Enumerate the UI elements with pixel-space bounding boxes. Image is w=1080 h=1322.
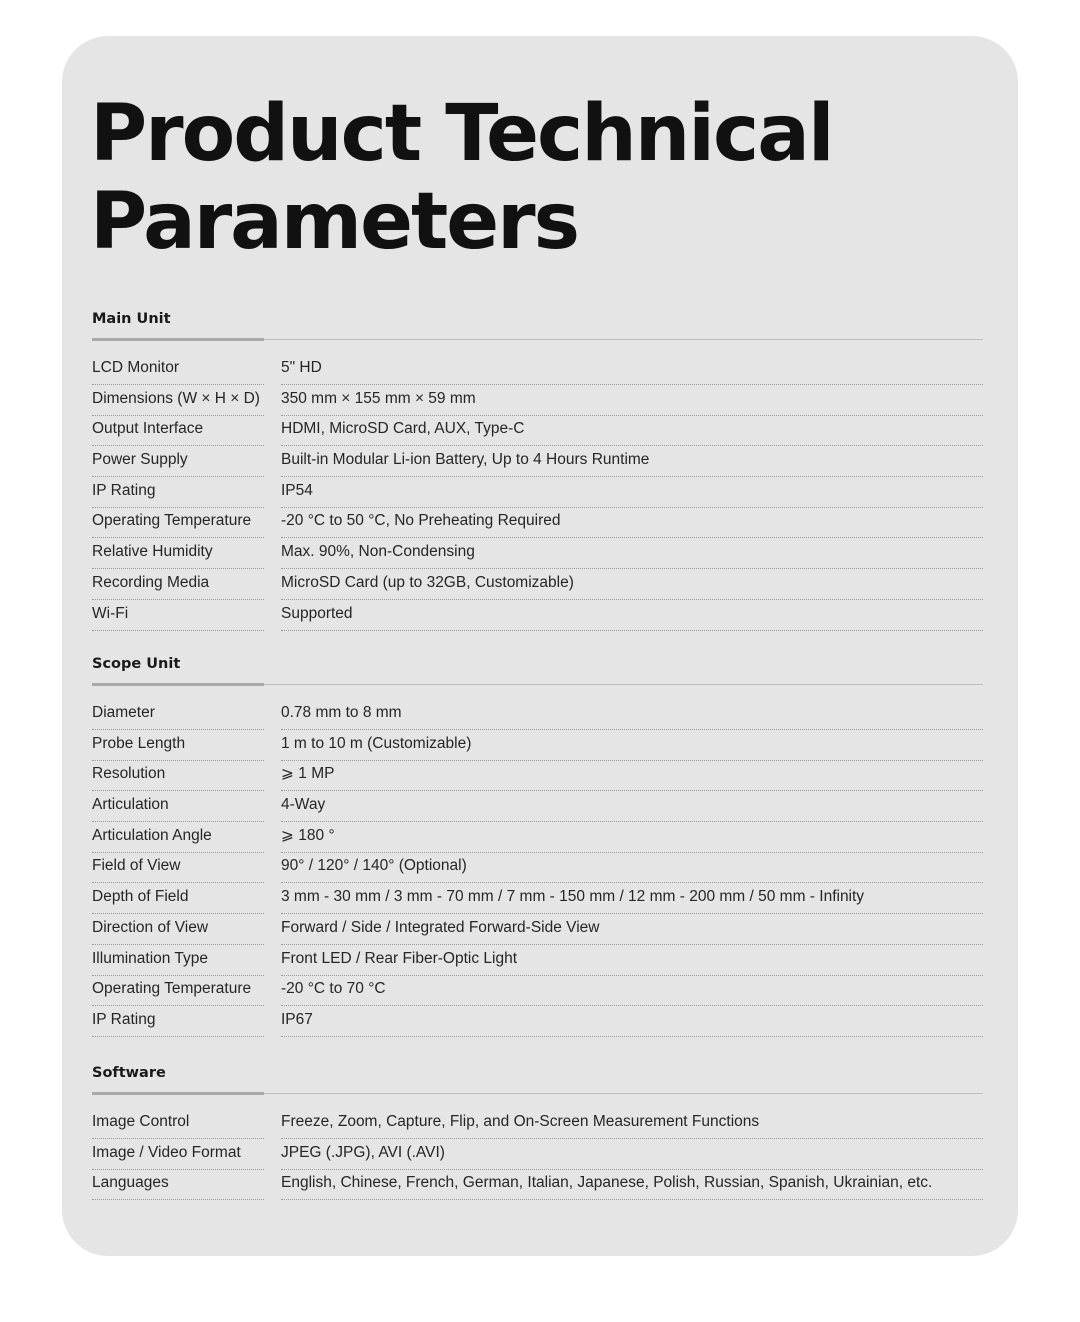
section-title: Main Unit	[92, 311, 171, 327]
spec-value: English, Chinese, French, German, Italian, Japanese, Polish, Russian, Spanish, Ukrainian, etc.	[281, 1170, 983, 1200]
spec-row	[92, 1109, 983, 1140]
spec-value: IP54	[281, 478, 983, 508]
spec-table	[92, 700, 983, 1038]
title-line-1: Product Technical	[90, 89, 833, 179]
spec-value: 0.78 mm to 8 mm	[281, 700, 983, 730]
spec-value: 350 mm × 155 mm × 59 mm	[281, 386, 983, 416]
spec-label: Probe Length	[92, 731, 264, 761]
spec-label: Output Interface	[92, 416, 264, 446]
spec-row	[92, 601, 983, 632]
spec-row	[92, 976, 983, 1007]
spec-value: MicroSD Card (up to 32GB, Customizable)	[281, 570, 983, 600]
spec-label: Operating Temperature	[92, 508, 264, 538]
spec-row	[92, 823, 983, 854]
spec-row	[92, 915, 983, 946]
spec-card	[62, 36, 1018, 1256]
spec-label: LCD Monitor	[92, 355, 264, 385]
spec-label: Dimensions (W × H × D)	[92, 386, 264, 416]
spec-label: IP Rating	[92, 478, 264, 508]
spec-row	[92, 1140, 983, 1171]
spec-value: Freeze, Zoom, Capture, Flip, and On-Screen Measurement Functions	[281, 1109, 983, 1139]
spec-label: Image Control	[92, 1109, 264, 1139]
spec-label: Resolution	[92, 761, 264, 791]
spec-label: Relative Humidity	[92, 539, 264, 569]
spec-label: Depth of Field	[92, 884, 264, 914]
spec-table	[92, 355, 983, 631]
spec-row	[92, 853, 983, 884]
spec-value: Built-in Modular Li-ion Battery, Up to 4 Hours Runtime	[281, 447, 983, 477]
spec-value: ⩾ 1 MP	[281, 761, 983, 791]
spec-row	[92, 355, 983, 386]
spec-value: 90° / 120° / 140° (Optional)	[281, 853, 983, 883]
spec-value: 1 m to 10 m (Customizable)	[281, 731, 983, 761]
spec-label: Direction of View	[92, 915, 264, 945]
spec-row	[92, 478, 983, 509]
spec-label: Wi-Fi	[92, 601, 264, 631]
spec-label: Image / Video Format	[92, 1140, 264, 1170]
section-underline	[92, 338, 264, 341]
spec-label: Field of View	[92, 853, 264, 883]
section-software	[92, 1061, 983, 1201]
spec-label: Diameter	[92, 700, 264, 730]
section-underline	[92, 683, 264, 686]
spec-value: Supported	[281, 601, 983, 631]
spec-row	[92, 570, 983, 601]
spec-value: -20 °C to 70 °C	[281, 976, 983, 1006]
spec-label: Power Supply	[92, 447, 264, 477]
spec-label: Illumination Type	[92, 946, 264, 976]
spec-value: HDMI, MicroSD Card, AUX, Type-C	[281, 416, 983, 446]
spec-value: IP67	[281, 1007, 983, 1037]
spec-value: JPEG (.JPG), AVI (.AVI)	[281, 1140, 983, 1170]
spec-label: Articulation	[92, 792, 264, 822]
spec-row	[92, 1007, 983, 1038]
spec-value: 5" HD	[281, 355, 983, 385]
spec-row	[92, 386, 983, 417]
spec-value: 4-Way	[281, 792, 983, 822]
spec-value: Max. 90%, Non-Condensing	[281, 539, 983, 569]
spec-row	[92, 884, 983, 915]
spec-row	[92, 508, 983, 539]
spec-value: Front LED / Rear Fiber-Optic Light	[281, 946, 983, 976]
section-header	[92, 652, 983, 685]
spec-value: ⩾ 180 °	[281, 823, 983, 853]
spec-label: IP Rating	[92, 1007, 264, 1037]
spec-label: Articulation Angle	[92, 823, 264, 853]
section-scope-unit	[92, 652, 983, 1038]
section-underline	[92, 1092, 264, 1095]
title-line-2: Parameters	[90, 177, 579, 267]
section-header	[92, 307, 983, 340]
section-header	[92, 1061, 983, 1094]
spec-row	[92, 447, 983, 478]
spec-row	[92, 792, 983, 823]
spec-label: Recording Media	[92, 570, 264, 600]
section-title: Software	[92, 1065, 166, 1081]
spec-value: 3 mm - 30 mm / 3 mm - 70 mm / 7 mm - 150 mm / 12 mm - 200 mm / 50 mm - Infinity	[281, 884, 983, 914]
spec-row	[92, 946, 983, 977]
spec-row	[92, 1170, 983, 1201]
spec-row	[92, 416, 983, 447]
section-main-unit	[92, 307, 983, 631]
spec-row	[92, 731, 983, 762]
spec-label: Languages	[92, 1170, 264, 1200]
spec-value: Forward / Side / Integrated Forward-Side View	[281, 915, 983, 945]
spec-label: Operating Temperature	[92, 976, 264, 1006]
spec-row	[92, 700, 983, 731]
spec-value: -20 °C to 50 °C, No Preheating Required	[281, 508, 983, 538]
spec-table	[92, 1109, 983, 1201]
page-title	[90, 90, 833, 266]
spec-row	[92, 539, 983, 570]
section-title: Scope Unit	[92, 656, 181, 672]
spec-row	[92, 761, 983, 792]
